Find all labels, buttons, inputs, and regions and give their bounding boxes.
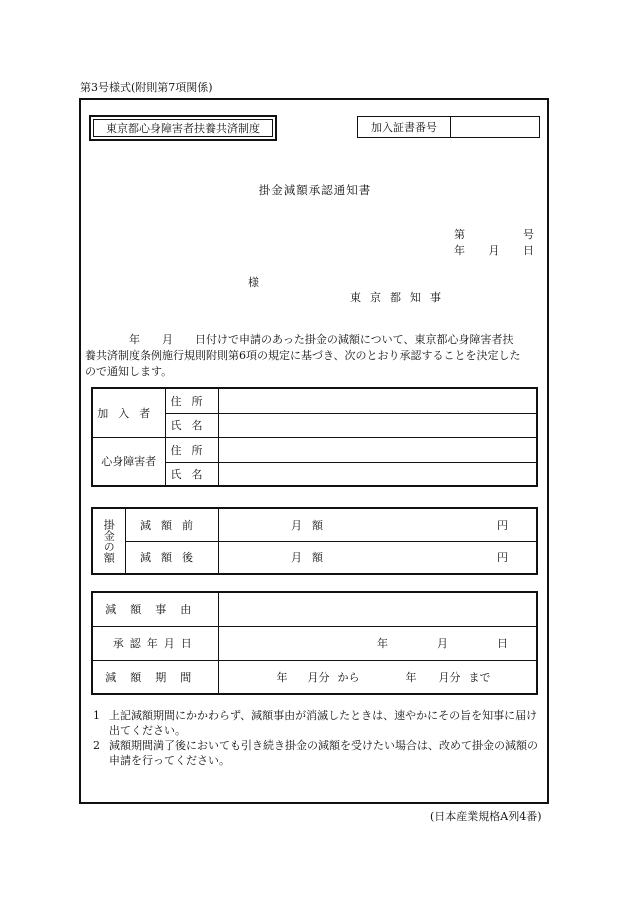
reduction-table [91, 591, 538, 695]
disabled-person-label: 心身障害者 [92, 437, 165, 486]
body-line-3: ので通知します。 [85, 365, 173, 378]
certificate-number-label: 加入証書番号 [358, 117, 451, 137]
governor: 東京都知事 [350, 291, 450, 304]
body-line-1: 年 月 日付けで申請のあった掛金の減額について、東京都心身障害者扶 [85, 333, 514, 346]
approval-date-label: 承認年月日 [92, 626, 218, 660]
document-title: 掛金減額承認通知書 [258, 183, 372, 197]
issue-dai: 第 [454, 228, 465, 241]
reduction-reason-label: 減額事由 [92, 592, 218, 626]
body-text [85, 332, 550, 380]
premium-category-text: 掛金の額 [102, 519, 116, 563]
note-item: 2 減額期間満了後においても引き続き掛金の減額を受けたい場合は、改めて掛金の減額の申請を行ってください。 [93, 739, 538, 767]
issue-month: 月 [488, 244, 500, 257]
form-code: 第3号様式(附則第7項関係) [80, 81, 213, 94]
disabled-address-label: 住所 [165, 437, 218, 462]
certificate-number-field[interactable] [451, 117, 539, 137]
system-name: 東京都心身障害者扶養共済制度 [93, 119, 273, 137]
reduction-period-field[interactable]: 年 月分 から 年 月分 まで [218, 660, 537, 694]
issue-day: 日 [523, 244, 534, 257]
disabled-name-label: 氏名 [165, 462, 218, 486]
disabled-address-field[interactable] [218, 437, 537, 462]
premium-table [91, 507, 538, 575]
subscriber-name-field[interactable] [218, 413, 537, 437]
system-name-box [89, 115, 277, 141]
subscriber-address-label: 住所 [165, 388, 218, 413]
disabled-name-field[interactable] [218, 462, 537, 486]
notes [93, 708, 548, 768]
reduction-reason-field[interactable] [218, 592, 537, 626]
before-monthly-label: 月額 [218, 508, 333, 541]
certificate-number-box [357, 116, 540, 138]
body-line-2: 養共済制度条例施行規則附則第6項の規定に基づき、次のとおり承認することを決定した [85, 349, 521, 362]
approval-date-field[interactable]: 年 月 日 [218, 626, 537, 660]
note-item: 1 上記減額期間にかかわらず、減額事由が消滅したときは、速やかにその旨を知事に届け出てください。 [93, 709, 538, 737]
after-monthly-label: 月額 [218, 541, 333, 574]
issue-number [454, 226, 534, 242]
subscriber-address-field[interactable] [218, 388, 537, 413]
subscriber-label: 加入者 [92, 388, 165, 437]
jis-standard: (日本産業規格A列4番) [430, 810, 542, 823]
reduction-period-label: 減額期間 [92, 660, 218, 694]
after-reduction-label: 減額後 [125, 541, 218, 574]
issue-date [454, 242, 534, 258]
issue-go: 号 [523, 228, 534, 241]
applicant-table [91, 387, 538, 487]
subscriber-name-label: 氏名 [165, 413, 218, 437]
premium-category-label [92, 508, 125, 574]
after-amount-field[interactable]: 円 [333, 541, 537, 574]
before-reduction-label: 減額前 [125, 508, 218, 541]
recipient-suffix: 様 [248, 276, 259, 289]
before-amount-field[interactable]: 円 [333, 508, 537, 541]
issue-year: 年 [454, 244, 465, 257]
